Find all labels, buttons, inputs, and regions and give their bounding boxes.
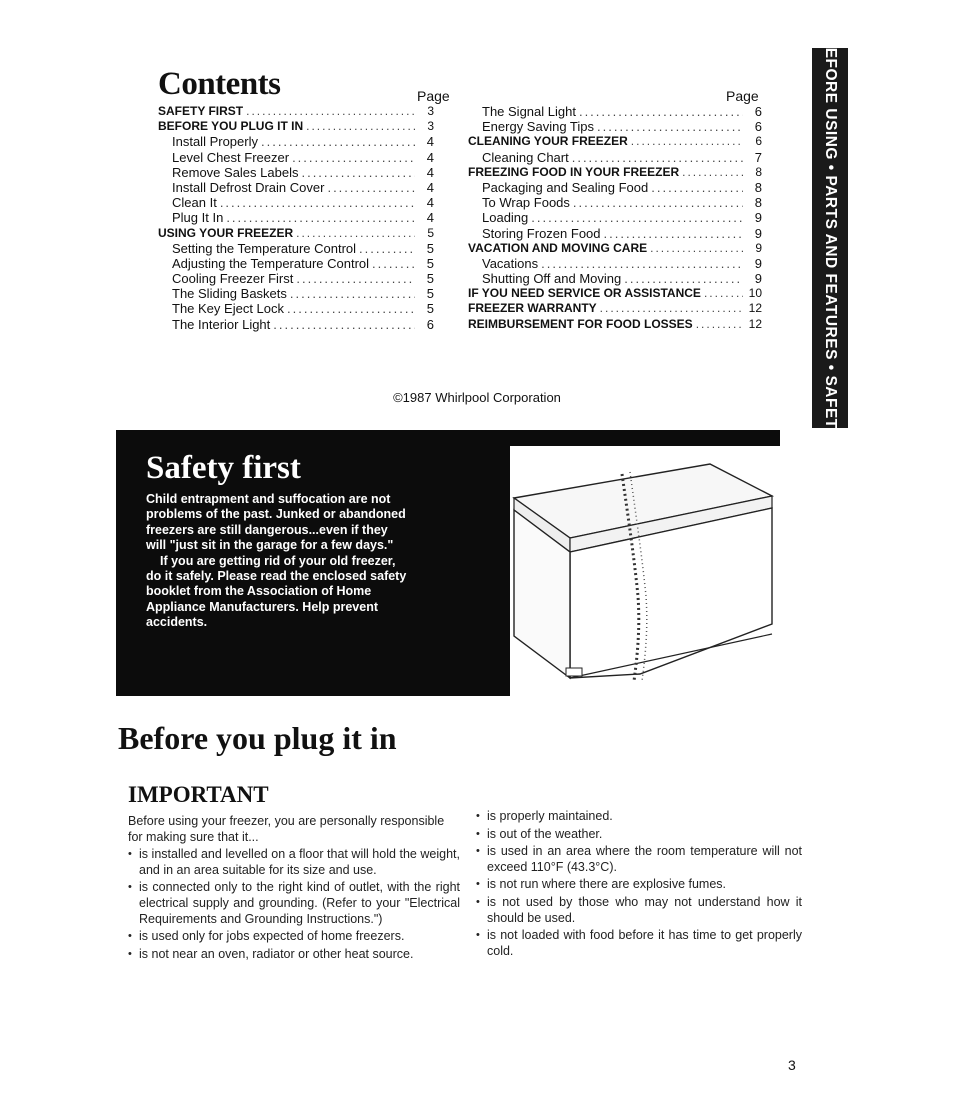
toc-entry-label: USING YOUR FREEZER	[158, 225, 294, 240]
list-item	[476, 928, 802, 959]
toc-entry	[468, 226, 762, 241]
toc-leader-dots	[292, 150, 415, 165]
safety-paragraph-2: If you are getting rid of your old freezer, do it safely. Please read the enclosed safety booklet from the Association of Home Appliance Manufacturers. Help prevent accidents.	[146, 553, 407, 630]
toc-entry	[158, 195, 434, 210]
toc-entry-page: 4	[426, 179, 434, 195]
toc-entry-label: Remove Sales Labels	[172, 164, 299, 180]
toc-entry-label: REIMBURSEMENT FOR FOOD LOSSES	[468, 316, 693, 331]
toc-entry	[468, 286, 762, 301]
bullet-icon: •	[476, 845, 480, 858]
toc-leader-dots	[604, 226, 743, 241]
toc-entry-page: 9	[754, 271, 762, 287]
toc-entry	[468, 150, 762, 165]
toc-entry	[158, 134, 434, 149]
toc-entry	[468, 256, 762, 271]
toc-entry-label: The Interior Light	[172, 316, 271, 332]
toc-entry	[158, 241, 434, 256]
list-item-text: is connected only to the right kind of outlet, with the right electrical supply and grounding. (Refer to your "Electrical Requirements and Grounding Instructions.")	[139, 880, 460, 926]
list-item-text: is used only for jobs expected of home freezers.	[139, 929, 405, 944]
list-item-text: is not run where there are explosive fumes.	[487, 877, 727, 892]
toc-entry	[468, 317, 762, 332]
toc-entry	[468, 119, 762, 134]
toc-entry-label: The Key Eject Lock	[172, 301, 284, 317]
toc-entry	[158, 256, 434, 271]
toc-entry	[468, 210, 762, 225]
toc-entry-label: FREEZING FOOD IN YOUR FREEZER	[468, 164, 680, 179]
toc-leader-dots	[287, 301, 415, 316]
toc-leader-dots	[220, 195, 415, 210]
toc-left-column	[158, 104, 434, 332]
list-item-text: is installed and levelled on a floor that will hold the weight, and in an area suitable for its size and use.	[139, 847, 460, 877]
toc-entry-label: To Wrap Foods	[482, 195, 570, 211]
list-item	[128, 929, 460, 945]
toc-leader-dots	[682, 165, 743, 180]
toc-entry-page: 4	[426, 134, 434, 150]
toc-entry-page: 5	[426, 255, 434, 271]
toc-entry-page: 5	[426, 301, 434, 317]
toc-leader-dots	[573, 195, 743, 210]
toc-entry	[468, 241, 762, 256]
toc-entry	[468, 195, 762, 210]
toc-entry-label: Clean It	[172, 195, 217, 211]
list-item-text: is out of the weather.	[487, 826, 603, 841]
list-item	[128, 880, 460, 927]
toc-leader-dots	[372, 256, 415, 271]
toc-entry-label: Install Properly	[172, 134, 258, 150]
safety-text	[146, 492, 408, 631]
page-number: 3	[788, 1057, 796, 1073]
safety-title: Safety first	[146, 450, 301, 486]
toc-entry-page: 6	[754, 104, 762, 119]
toc-entry-label: BEFORE YOU PLUG IT IN	[158, 119, 304, 134]
important-right-column	[476, 809, 802, 961]
toc-entry-page: 5	[426, 240, 434, 256]
toc-entry	[158, 165, 434, 180]
toc-entry-page: 6	[426, 316, 434, 332]
toc-entry-page: 9	[754, 210, 762, 226]
toc-leader-dots	[531, 210, 743, 225]
toc-entry-label: SAFETY FIRST	[158, 104, 244, 118]
toc-leader-dots	[597, 119, 743, 134]
toc-entry	[158, 180, 434, 195]
copyright-notice: ©1987 Whirlpool Corporation	[393, 390, 561, 405]
bullet-icon: •	[476, 929, 480, 942]
toc-leader-dots	[624, 271, 743, 286]
safety-first-banner	[116, 430, 780, 696]
toc-entry-page: 9	[754, 255, 762, 271]
important-heading: IMPORTANT	[128, 782, 269, 807]
bullet-icon: •	[128, 947, 132, 960]
toc-entry	[468, 271, 762, 286]
page-header-left: Page	[417, 88, 450, 104]
toc-entry	[158, 104, 434, 119]
toc-entry-page: 5	[427, 225, 434, 240]
important-left-list	[128, 847, 460, 962]
list-item	[476, 844, 802, 875]
toc-entry-label: Setting the Temperature Control	[172, 240, 357, 256]
toc-entry-label: Cleaning Chart	[482, 149, 569, 165]
toc-entry-label: Packaging and Sealing Food	[482, 179, 649, 195]
toc-leader-dots	[226, 210, 415, 225]
toc-entry	[158, 271, 434, 286]
list-item-text: is not used by those who may not understand how it should be used.	[487, 894, 802, 925]
toc-leader-dots	[651, 180, 743, 195]
toc-entry-label: Storing Frozen Food	[482, 225, 601, 241]
toc-leader-dots	[261, 134, 415, 149]
list-item	[128, 947, 460, 963]
toc-leader-dots	[246, 104, 415, 119]
toc-entry-page: 8	[754, 195, 762, 211]
toc-entry-label: The Sliding Baskets	[172, 286, 287, 302]
toc-entry	[468, 301, 762, 316]
toc-leader-dots	[306, 119, 415, 134]
toc-entry-label: Vacations	[482, 255, 539, 271]
list-item-text: is properly maintained.	[487, 809, 613, 823]
toc-leader-dots	[273, 317, 415, 332]
page-header-right: Page	[726, 88, 759, 104]
toc-entry-label: Shutting Off and Moving	[482, 271, 622, 287]
list-item	[476, 877, 802, 893]
before-you-plug-title: Before you plug it in	[118, 720, 397, 756]
toc-entry	[158, 119, 434, 134]
toc-entry-label: Level Chest Freezer	[172, 149, 290, 165]
toc-entry-page: 5	[426, 286, 434, 302]
toc-entry-page: 12	[748, 301, 762, 316]
toc-entry-page: 9	[755, 240, 762, 255]
toc-entry-label: IF YOU NEED SERVICE OR ASSISTANCE	[468, 286, 701, 301]
toc-entry-label: Adjusting the Temperature Control	[172, 255, 370, 271]
toc-leader-dots	[704, 286, 743, 301]
toc-leader-dots	[600, 301, 743, 316]
toc-entry	[158, 286, 434, 301]
bullet-icon: •	[476, 878, 480, 891]
toc-leader-dots	[631, 134, 743, 149]
toc-leader-dots	[296, 271, 415, 286]
toc-entry	[468, 104, 762, 119]
toc-leader-dots	[541, 256, 743, 271]
toc-entry-page: 4	[426, 149, 434, 165]
toc-leader-dots	[296, 226, 415, 241]
toc-entry-page: 3	[427, 104, 434, 118]
side-section-tab	[812, 36, 848, 440]
bullet-icon: •	[128, 930, 132, 943]
contents-title: Contents	[158, 66, 281, 102]
toc-entry-label: VACATION AND MOVING CARE	[468, 240, 648, 255]
list-item-text: is not near an oven, radiator or other heat source.	[139, 946, 414, 961]
toc-leader-dots	[579, 104, 743, 119]
toc-entry	[468, 134, 762, 149]
list-item	[476, 827, 802, 843]
safety-paragraph-1: Child entrapment and suffocation are not problems of the past. Junked or abandoned freezers are still dangerous...even if they will "just sit in the garage for a few days."	[146, 492, 406, 553]
toc-entry-page: 8	[755, 164, 762, 179]
toc-leader-dots	[650, 241, 743, 256]
toc-leader-dots	[359, 241, 415, 256]
toc-entry-page: 6	[754, 119, 762, 135]
toc-leader-dots	[327, 180, 415, 195]
bullet-icon: •	[476, 827, 480, 840]
toc-entry-label: The Signal Light	[482, 104, 576, 119]
toc-entry	[468, 165, 762, 180]
toc-entry-page: 3	[427, 119, 434, 134]
toc-entry-label: Loading	[482, 210, 529, 226]
important-left-column	[128, 814, 460, 964]
important-intro: Before using your freezer, you are personally responsible for making sure that it...	[128, 814, 445, 844]
toc-entry-label: Energy Saving Tips	[482, 119, 595, 135]
toc-entry	[468, 180, 762, 195]
list-item	[476, 809, 802, 825]
bullet-icon: •	[128, 881, 132, 894]
toc-entry-label: FREEZER WARRANTY	[468, 301, 597, 316]
toc-entry-page: 4	[426, 164, 434, 180]
bullet-icon: •	[476, 810, 480, 822]
list-item	[476, 895, 802, 926]
toc-entry	[158, 301, 434, 316]
toc-entry-label: Plug It In	[172, 210, 224, 226]
toc-entry	[158, 317, 434, 332]
toc-entry-page: 9	[754, 225, 762, 241]
toc-entry-page: 6	[755, 134, 762, 149]
toc-entry-page: 7	[754, 149, 762, 165]
toc-leader-dots	[290, 286, 415, 301]
toc-entry	[158, 150, 434, 165]
chest-freezer-illustration	[510, 446, 780, 696]
toc-entry-label: Install Defrost Drain Cover	[172, 179, 325, 195]
list-item-text: is not loaded with food before it has time to get properly cold.	[487, 928, 802, 958]
toc-entry	[158, 226, 434, 241]
toc-entry-page: 10	[748, 286, 762, 301]
toc-leader-dots	[696, 317, 743, 332]
toc-entry-page: 5	[426, 271, 434, 287]
bullet-icon: •	[476, 895, 480, 908]
toc-entry-page: 8	[754, 179, 762, 195]
toc-right-column	[468, 104, 762, 332]
toc-leader-dots	[301, 165, 415, 180]
list-item	[128, 847, 460, 878]
list-item-text: is used in an area where the room temperature will not exceed 110°F (43.3°C).	[487, 844, 802, 874]
toc-entry-label: CLEANING YOUR FREEZER	[468, 134, 628, 149]
bullet-icon: •	[128, 848, 132, 861]
important-right-list	[476, 809, 802, 959]
toc-entry-page: 4	[426, 210, 434, 226]
side-tab-text: BEFORE USING • PARTS AND FEATURES • SAFETY	[822, 36, 839, 440]
toc-entry-page: 12	[748, 316, 762, 331]
toc-entry-label: Cooling Freezer First	[172, 271, 294, 287]
toc-entry-page: 4	[426, 195, 434, 211]
toc-entry	[158, 210, 434, 225]
toc-leader-dots	[572, 150, 743, 165]
